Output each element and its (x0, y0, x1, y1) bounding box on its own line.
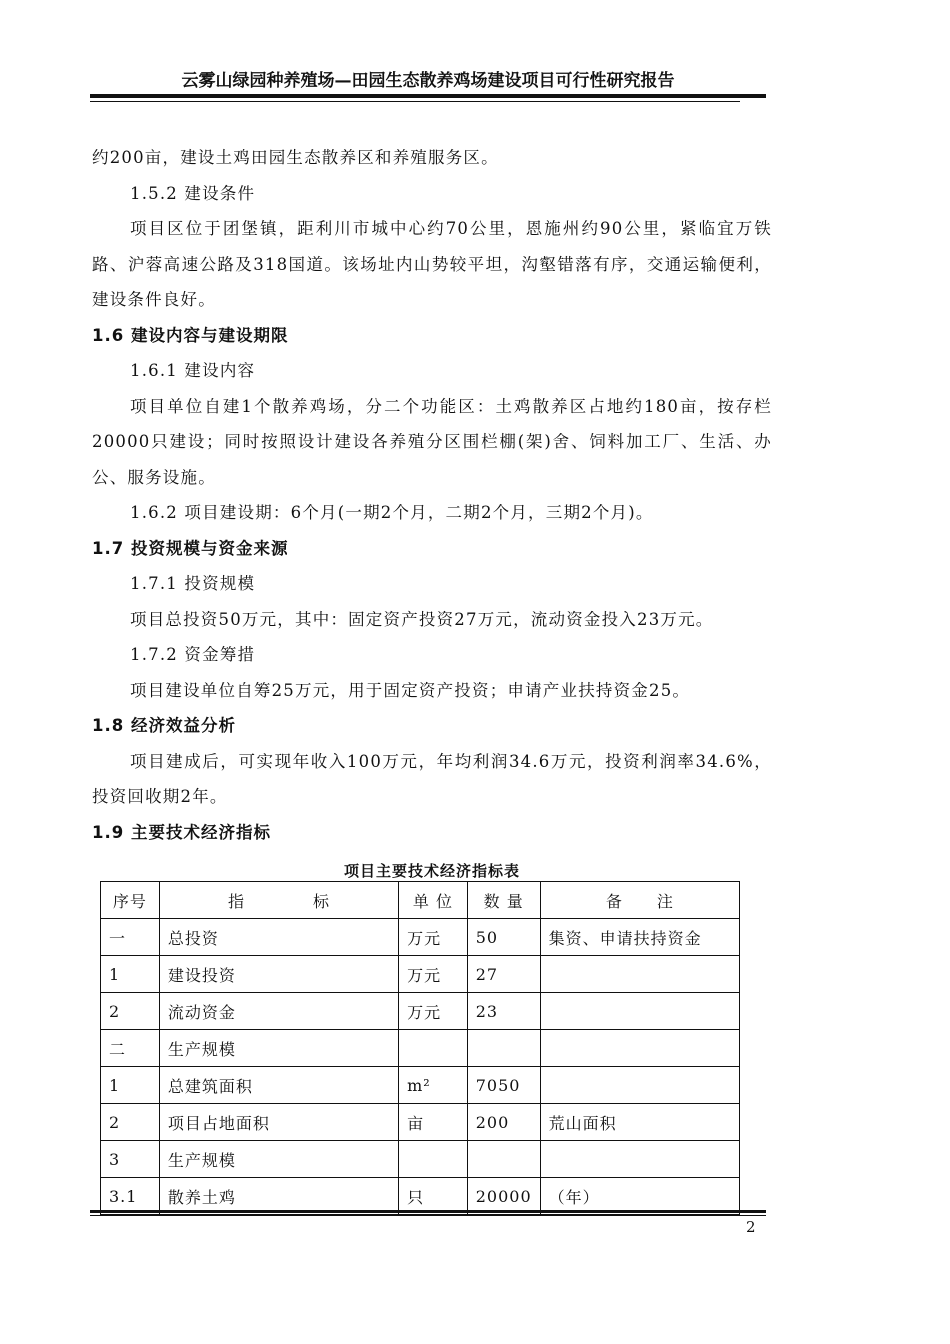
cell-indicator: 生产规模 (159, 1030, 398, 1067)
cell-remark (540, 993, 739, 1030)
cell-unit: 亩 (399, 1104, 468, 1141)
cell-remark: （年） (540, 1178, 739, 1215)
table-row (101, 1067, 740, 1104)
table-row (101, 919, 740, 956)
cell-unit (399, 1141, 468, 1178)
header-indicator: 指 标 (159, 882, 398, 919)
section-1-7-2-text: 项目建设单位自筹25万元，用于固定资产投资；申请产业扶持资金25。 (130, 680, 691, 700)
header-quantity: 数 量 (467, 882, 540, 919)
cell-unit: m² (399, 1067, 468, 1104)
cell-index: 一 (101, 919, 160, 956)
cell-indicator: 项目占地面积 (159, 1104, 398, 1141)
section-1-7-2-title: 1.7.2 资金筹措 (130, 645, 256, 664)
cell-index: 1 (101, 956, 160, 993)
section-1-5-2-title: 1.5.2 建设条件 (130, 183, 256, 203)
table-row (101, 1104, 740, 1141)
cell-indicator: 总投资 (159, 919, 398, 956)
cell-quantity: 50 (467, 919, 540, 956)
cell-quantity: 27 (467, 956, 540, 993)
cell-indicator: 流动资金 (159, 993, 398, 1030)
table-caption: 项目主要技术经济指标表 (343, 862, 520, 880)
document-header-title: 云雾山绿园种养殖场—田园生态散养鸡场建设项目可行性研究报告 (181, 71, 675, 91)
section-1-7-1-text: 项目总投资50万元，其中：固定资产投资27万元，流动资金投入23万元。 (130, 609, 714, 629)
header-rule-thin (90, 101, 740, 102)
cell-unit: 万元 (399, 919, 468, 956)
header-rule (90, 94, 766, 98)
header-unit: 单 位 (399, 882, 468, 919)
cell-index: 二 (101, 1030, 160, 1067)
cell-indicator: 建设投资 (159, 956, 398, 993)
table-row (101, 956, 740, 993)
section-1-6-1-title: 1.6.1 建设内容 (130, 361, 256, 380)
section-1-7-heading: 1.7 投资规模与资金来源 (92, 538, 289, 558)
cell-index: 2 (101, 1104, 160, 1141)
kpi-table (100, 881, 740, 1215)
cell-unit (399, 1030, 468, 1067)
cell-remark (540, 1067, 739, 1104)
cell-indicator: 总建筑面积 (159, 1067, 398, 1104)
cell-remark (540, 956, 739, 993)
section-1-7-1-title: 1.7.1 投资规模 (130, 574, 256, 593)
cell-unit: 万元 (399, 993, 468, 1030)
footer-rule (90, 1210, 766, 1213)
table-row (101, 1178, 740, 1215)
cell-quantity: 20000 (467, 1178, 540, 1215)
section-1-5-2-text: 项目区位于团堡镇，距利川市城中心约70公里，恩施州约90公里，紧临宜万铁路、沪蓉高速公路及318国道。该场址内山势较平坦，沟壑错落有序，交通运输便利，建设条件良好。 (92, 219, 772, 309)
cell-quantity (467, 1030, 540, 1067)
cell-quantity: 200 (467, 1104, 540, 1141)
cell-index: 3 (101, 1141, 160, 1178)
cell-unit: 万元 (399, 956, 468, 993)
table-row (101, 993, 740, 1030)
cell-index: 3.1 (101, 1178, 160, 1215)
section-1-8-heading: 1.8 经济效益分析 (92, 716, 236, 735)
document-body (92, 140, 772, 890)
cell-indicator: 散养土鸡 (159, 1178, 398, 1215)
paragraph-continuation: 约200亩，建设土鸡田园生态散养区和养殖服务区。 (92, 148, 499, 167)
header-remark: 备 注 (540, 882, 739, 919)
cell-indicator: 生产规模 (159, 1141, 398, 1178)
cell-index: 1 (101, 1067, 160, 1104)
section-1-6-1-text: 项目单位自建1个散养鸡场，分二个功能区：土鸡散养区占地约180亩，按存栏20000只建设；同时按照设计建设各养殖分区围栏棚(架)舍、饲料加工厂、生活、办公、服务设施。 (92, 396, 772, 487)
cell-quantity: 7050 (467, 1067, 540, 1104)
header-index: 序号 (101, 882, 160, 919)
section-1-6-heading: 1.6 建设内容与建设期限 (92, 325, 289, 345)
section-1-6-2-text: 1.6.2 项目建设期：6个月(一期2个月，二期2个月，三期2个月)。 (130, 503, 654, 522)
cell-remark: 荒山面积 (540, 1104, 739, 1141)
page-number: 2 (746, 1218, 756, 1236)
section-1-8-text: 项目建成后，可实现年收入100万元，年均利润34.6万元，投资利润率34.6%，投资回收期2年。 (92, 751, 772, 806)
table-header-row (101, 882, 740, 919)
table-row (101, 1141, 740, 1178)
cell-quantity: 23 (467, 993, 540, 1030)
table-row (101, 1030, 740, 1067)
cell-remark (540, 1030, 739, 1067)
footer-rule-thin (90, 1215, 766, 1216)
section-1-9-heading: 1.9 主要技术经济指标 (92, 822, 271, 842)
cell-quantity (467, 1141, 540, 1178)
cell-remark (540, 1141, 739, 1178)
cell-remark: 集资、申请扶持资金 (540, 919, 739, 956)
cell-unit: 只 (399, 1178, 468, 1215)
cell-index: 2 (101, 993, 160, 1030)
